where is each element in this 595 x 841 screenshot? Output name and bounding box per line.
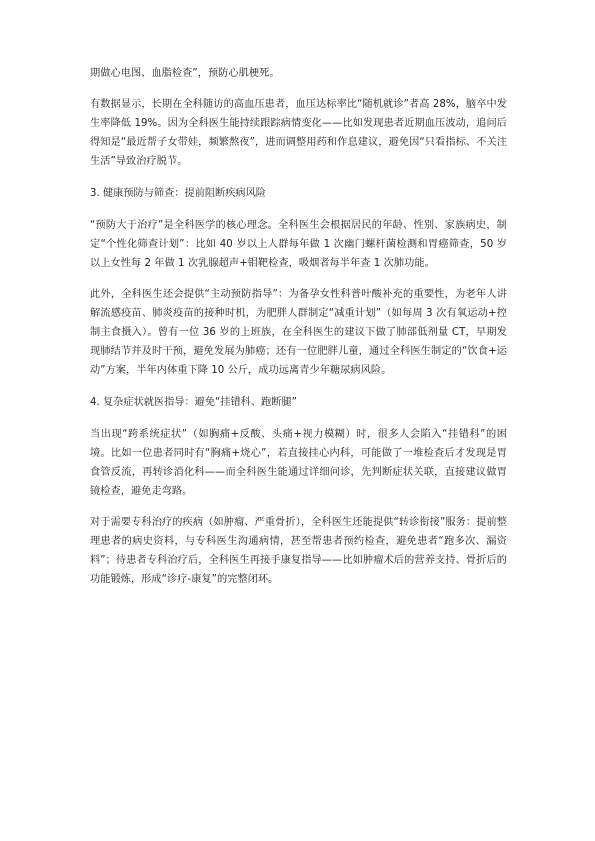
paragraph-referral-service: 对于需要专科治疗的疾病（如肿瘤、严重骨折），全科医生还能提供“转诊衔接”服务：提前整理患者的病史资料，与专科医生沟通病情，甚至帮患者预约检查，避免患者“跑多次、漏资料”；待患者专科治疗后，全科医生再接手康复指导——比如肿瘤术后的营养支持、骨折后的功能锻炼，形成“诊疗-康复”的完整闭环。: [90, 517, 507, 585]
section-heading-complex-symptoms: 4. 复杂症状就医指导：避免“挂错科、跑断腿”: [90, 397, 297, 408]
section-heading-prevention: 3. 健康预防与筛查：提前阻断疾病风险: [90, 188, 266, 199]
paragraph-cross-system-symptoms: 当出现“跨系统症状”（如胸痛+反酸、头痛+视力模糊）时，很多人会陷入“挂错科”的困境。比如一位患者同时有“胸痛+烧心”，若直接挂心内科，可能做了一堆检查后才发现是胃食管反流，再转诊消化科——而全科医生能通过详细问诊，先判断症状关联，直接建议做胃镜检查，避免走弯路。: [90, 429, 507, 497]
paragraph-intro-tail: 期做心电图、血脂检查”，预防心肌梗死。: [90, 68, 280, 79]
paragraph-prevention-guidance: 此外，全科医生还会提供“主动预防指导”：为备孕女性科普叶酸补充的重要性，为老年人讲解流感疫苗、肺炎疫苗的接种时机，为肥胖人群制定“减重计划”（如每周 3 次有氧运动+控制主食摄入）。曾有一位 36 岁的上班族，在全科医生的建议下做了肺部低剂量 CT，早期发现肺结节并及时干预，避免发展为肺癌；还有一位肥胖儿童，通过全科医生制定的“饮食+运动”方案，半年内体重下降 10 公斤，成功远离青少年糖尿病风险。: [90, 289, 507, 376]
paragraph-hypertension-data: 有数据显示，长期在全科随访的高血压患者，血压达标率比“随机就诊”者高 28%，脑卒中发生率降低 19%。因为全科医生能持续跟踪病情变化——比如发现患者近期血压波动，追问后得知是“最近帮子女带娃，频繁熬夜”，进而调整用药和作息建议，避免因“只看指标、不关注生活”导致治疗脱节。: [90, 99, 507, 167]
paragraph-screening-plan: “预防大于治疗”是全科医学的核心理念。全科医生会根据居民的年龄、性别、家族病史，制定“个性化筛查计划”：比如 40 岁以上人群每年做 1 次幽门螺杆菌检测和胃癌筛查，50 岁以上女性每 2 年做 1 次乳腺超声+钼靶检查，吸烟者每半年查 1 次肺功能。: [90, 220, 507, 269]
